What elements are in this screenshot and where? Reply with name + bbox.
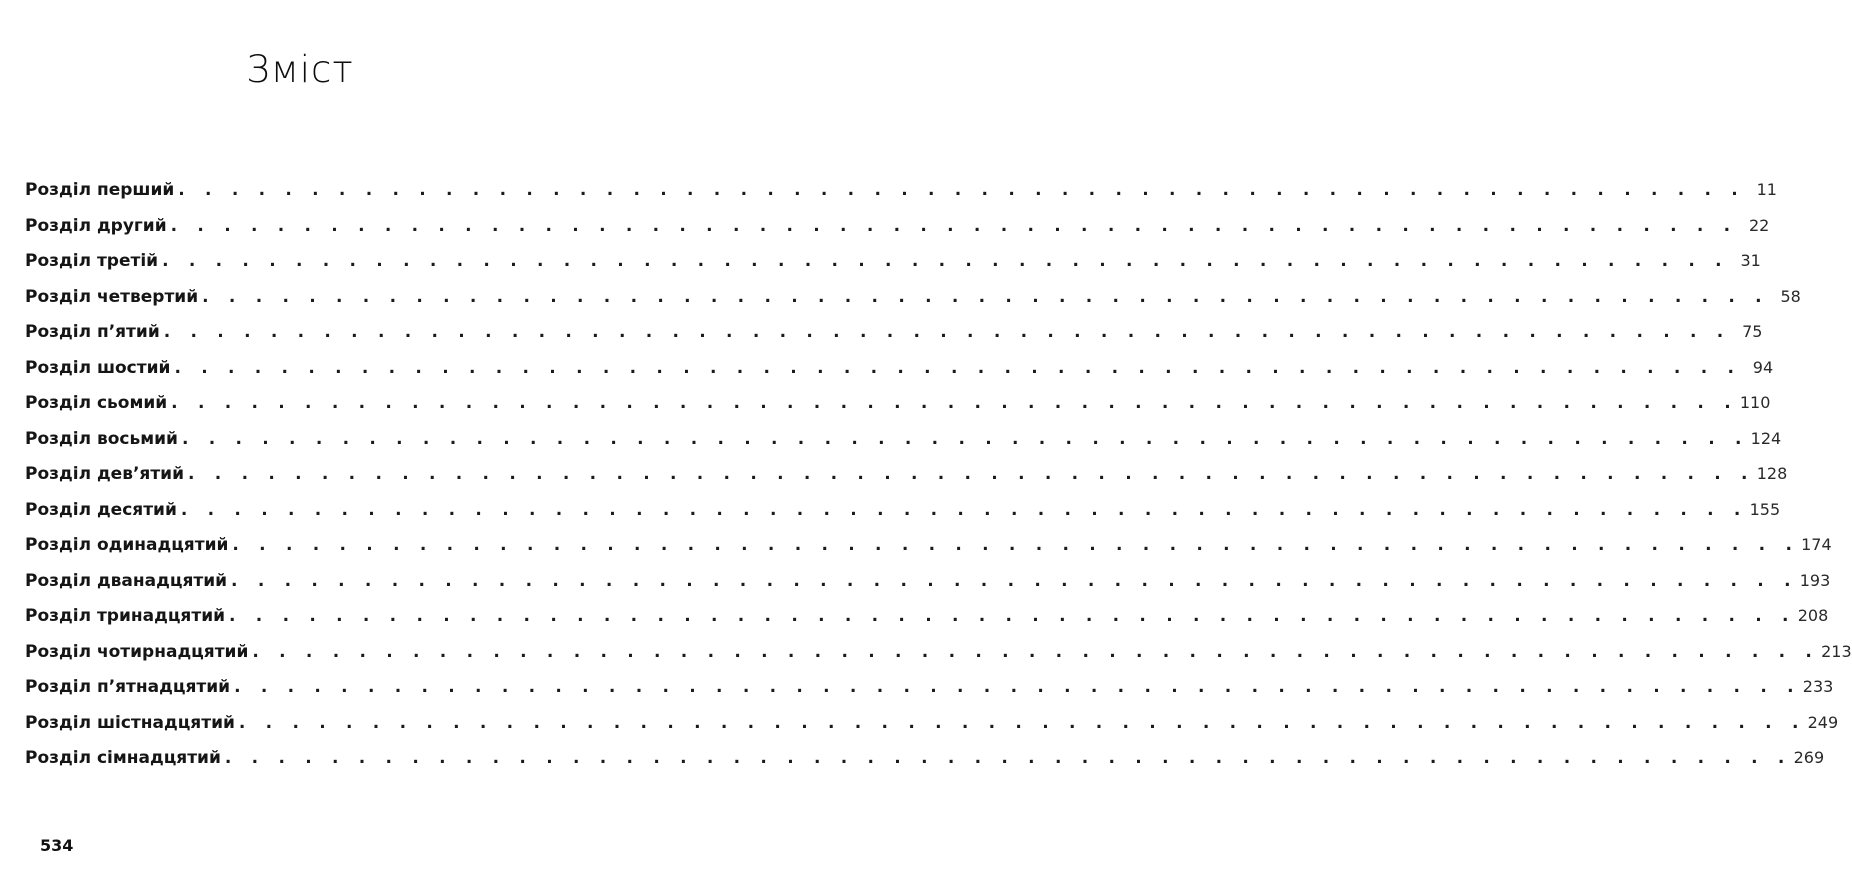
dot-leader: . . . . . . . . . . . . . . . . . . . . . . . . . . . . . . . . . . . . . . . . . . . . . . . . . . . . . . . . . . . (181, 428, 1749, 449)
toc-entry-label: Розділ четвертий (25, 286, 199, 307)
table-of-contents (25, 172, 1852, 776)
toc-entry-12 (25, 563, 1831, 599)
toc-entry-9 (25, 456, 1788, 492)
toc-entry-page-number: 155 (1749, 499, 1781, 519)
toc-entry-page-number: 31 (1740, 251, 1761, 270)
toc-entry-page-number: 233 (1802, 677, 1834, 696)
toc-entry-label: Розділ третій (25, 251, 159, 271)
toc-entry-label: Розділ п’ятий (25, 322, 160, 342)
page-title: Зміст (246, 48, 354, 91)
toc-entry-page-number: 22 (1748, 215, 1770, 235)
toc-entry-label: Розділ чотирнадцятий (25, 641, 249, 662)
toc-entry-page-number: 174 (1801, 535, 1832, 554)
toc-entry-label: Розділ другий (25, 215, 167, 236)
dot-leader: . . . . . . . . . . . . . . . . . . . . . . . . . . . . . . . . . . . . . . . . . . . . . . . . . . . . . . . . . . . (178, 180, 1745, 200)
toc-entry-label: Розділ сьомий (25, 393, 168, 413)
toc-entry-page-number: 58 (1780, 286, 1801, 306)
toc-entry-label: Розділ десятий (25, 499, 177, 520)
toc-entry-label: Розділ дванадцятий (25, 570, 228, 591)
page-number: 534 (40, 836, 74, 855)
dot-leader: . . . . . . . . . . . . . . . . . . . . . . . . . . . . . . . . . . . . . . . . . . . . . . . . . . . . . . . . . . . (232, 535, 1800, 555)
dot-leader: . . . . . . . . . . . . . . . . . . . . . . . . . . . . . . . . . . . . . . . . . . . . . . . . . . . . . . . . . . . (163, 322, 1731, 342)
dot-leader: . . . . . . . . . . . . . . . . . . . . . . . . . . . . . . . . . . . . . . . . . . . . . . . . . . . . . . . . . . . (234, 677, 1801, 697)
toc-entry-label: Розділ перший (25, 180, 175, 200)
dot-leader: . . . . . . . . . . . . . . . . . . . . . . . . . . . . . . . . . . . . . . . . . . . . . . . . . . . . . . . . . . . (238, 712, 1806, 733)
toc-entry-16 (25, 705, 1839, 741)
toc-entry-page-number: 193 (1799, 570, 1831, 590)
dot-leader: . . . . . . . . . . . . . . . . . . . . . . . . . . . . . . . . . . . . . . . . . . . . . . . . . . . . . . . . . . . (180, 499, 1748, 520)
toc-entry-page-number: 128 (1756, 464, 1788, 483)
toc-entry-15 (25, 669, 1834, 705)
toc-entry-label: Розділ шістнадцятий (25, 712, 235, 733)
toc-entry-17 (25, 740, 1825, 776)
toc-entry-page-number: 124 (1750, 428, 1782, 448)
toc-entry-label: Розділ восьмий (25, 428, 178, 449)
toc-entry-14 (25, 634, 1852, 670)
toc-entry-label: Розділ дев’ятий (25, 464, 185, 484)
toc-entry-label: Розділ п’ятнадцятий (25, 677, 231, 697)
toc-entry-page-number: 249 (1807, 712, 1839, 732)
toc-entry-13 (25, 598, 1829, 634)
dot-leader: . . . . . . . . . . . . . . . . . . . . . . . . . . . . . . . . . . . . . . . . . . . . . . . . . . . . . . . . . . . (231, 570, 1798, 591)
toc-entry-label: Розділ шостий (25, 357, 171, 378)
dot-leader: . . . . . . . . . . . . . . . . . . . . . . . . . . . . . . . . . . . . . . . . . . . . . . . . . . . . . . . . . . . (171, 393, 1738, 413)
dot-leader: . . . . . . . . . . . . . . . . . . . . . . . . . . . . . . . . . . . . . . . . . . . . . . . . . . . . . . . . . . . (252, 641, 1820, 662)
toc-entry-page-number: 11 (1756, 180, 1777, 199)
toc-entry-page-number: 208 (1797, 606, 1829, 625)
toc-entry-3 (25, 243, 1761, 279)
toc-entry-page-number: 269 (1793, 748, 1825, 767)
dot-leader: . . . . . . . . . . . . . . . . . . . . . . . . . . . . . . . . . . . . . . . . . . . . . . . . . . . . . . . . . . . (202, 286, 1769, 307)
dot-leader: . . . . . . . . . . . . . . . . . . . . . . . . . . . . . . . . . . . . . . . . . . . . . . . . . . . . . . . . . . . (170, 215, 1738, 236)
dot-leader: . . . . . . . . . . . . . . . . . . . . . . . . . . . . . . . . . . . . . . . . . . . . . . . . . . . . . . . . . . . (224, 748, 1792, 768)
toc-entry-page-number: 94 (1752, 357, 1774, 377)
toc-entry-6 (25, 350, 1774, 386)
dot-leader: . . . . . . . . . . . . . . . . . . . . . . . . . . . . . . . . . . . . . . . . . . . . . . . . . . . . . . . . . . . (174, 357, 1742, 378)
toc-entry-10 (25, 492, 1781, 528)
toc-entry-11 (25, 527, 1832, 563)
dot-leader: . . . . . . . . . . . . . . . . . . . . . . . . . . . . . . . . . . . . . . . . . . . . . . . . . . . . . . . . . . . (188, 464, 1755, 484)
toc-entry-2 (25, 208, 1770, 244)
toc-entry-page-number: 75 (1742, 322, 1763, 341)
toc-entry-label: Розділ сімнадцятий (25, 748, 221, 768)
toc-entry-1 (25, 172, 1777, 208)
dot-leader: . . . . . . . . . . . . . . . . . . . . . . . . . . . . . . . . . . . . . . . . . . . . . . . . . . . . . . . . . . . (229, 606, 1796, 626)
toc-entry-label: Розділ одинадцятий (25, 535, 229, 555)
toc-entry-5 (25, 314, 1763, 350)
toc-entry-page-number: 213 (1821, 641, 1852, 661)
toc-entry-label: Розділ тринадцятий (25, 606, 226, 626)
toc-entry-8 (25, 421, 1782, 457)
toc-entry-4 (25, 279, 1801, 315)
toc-entry-page-number: 110 (1739, 393, 1771, 412)
dot-leader: . . . . . . . . . . . . . . . . . . . . . . . . . . . . . . . . . . . . . . . . . . . . . . . . . . . . . . . . . . . (162, 251, 1729, 271)
toc-entry-7 (25, 385, 1771, 421)
